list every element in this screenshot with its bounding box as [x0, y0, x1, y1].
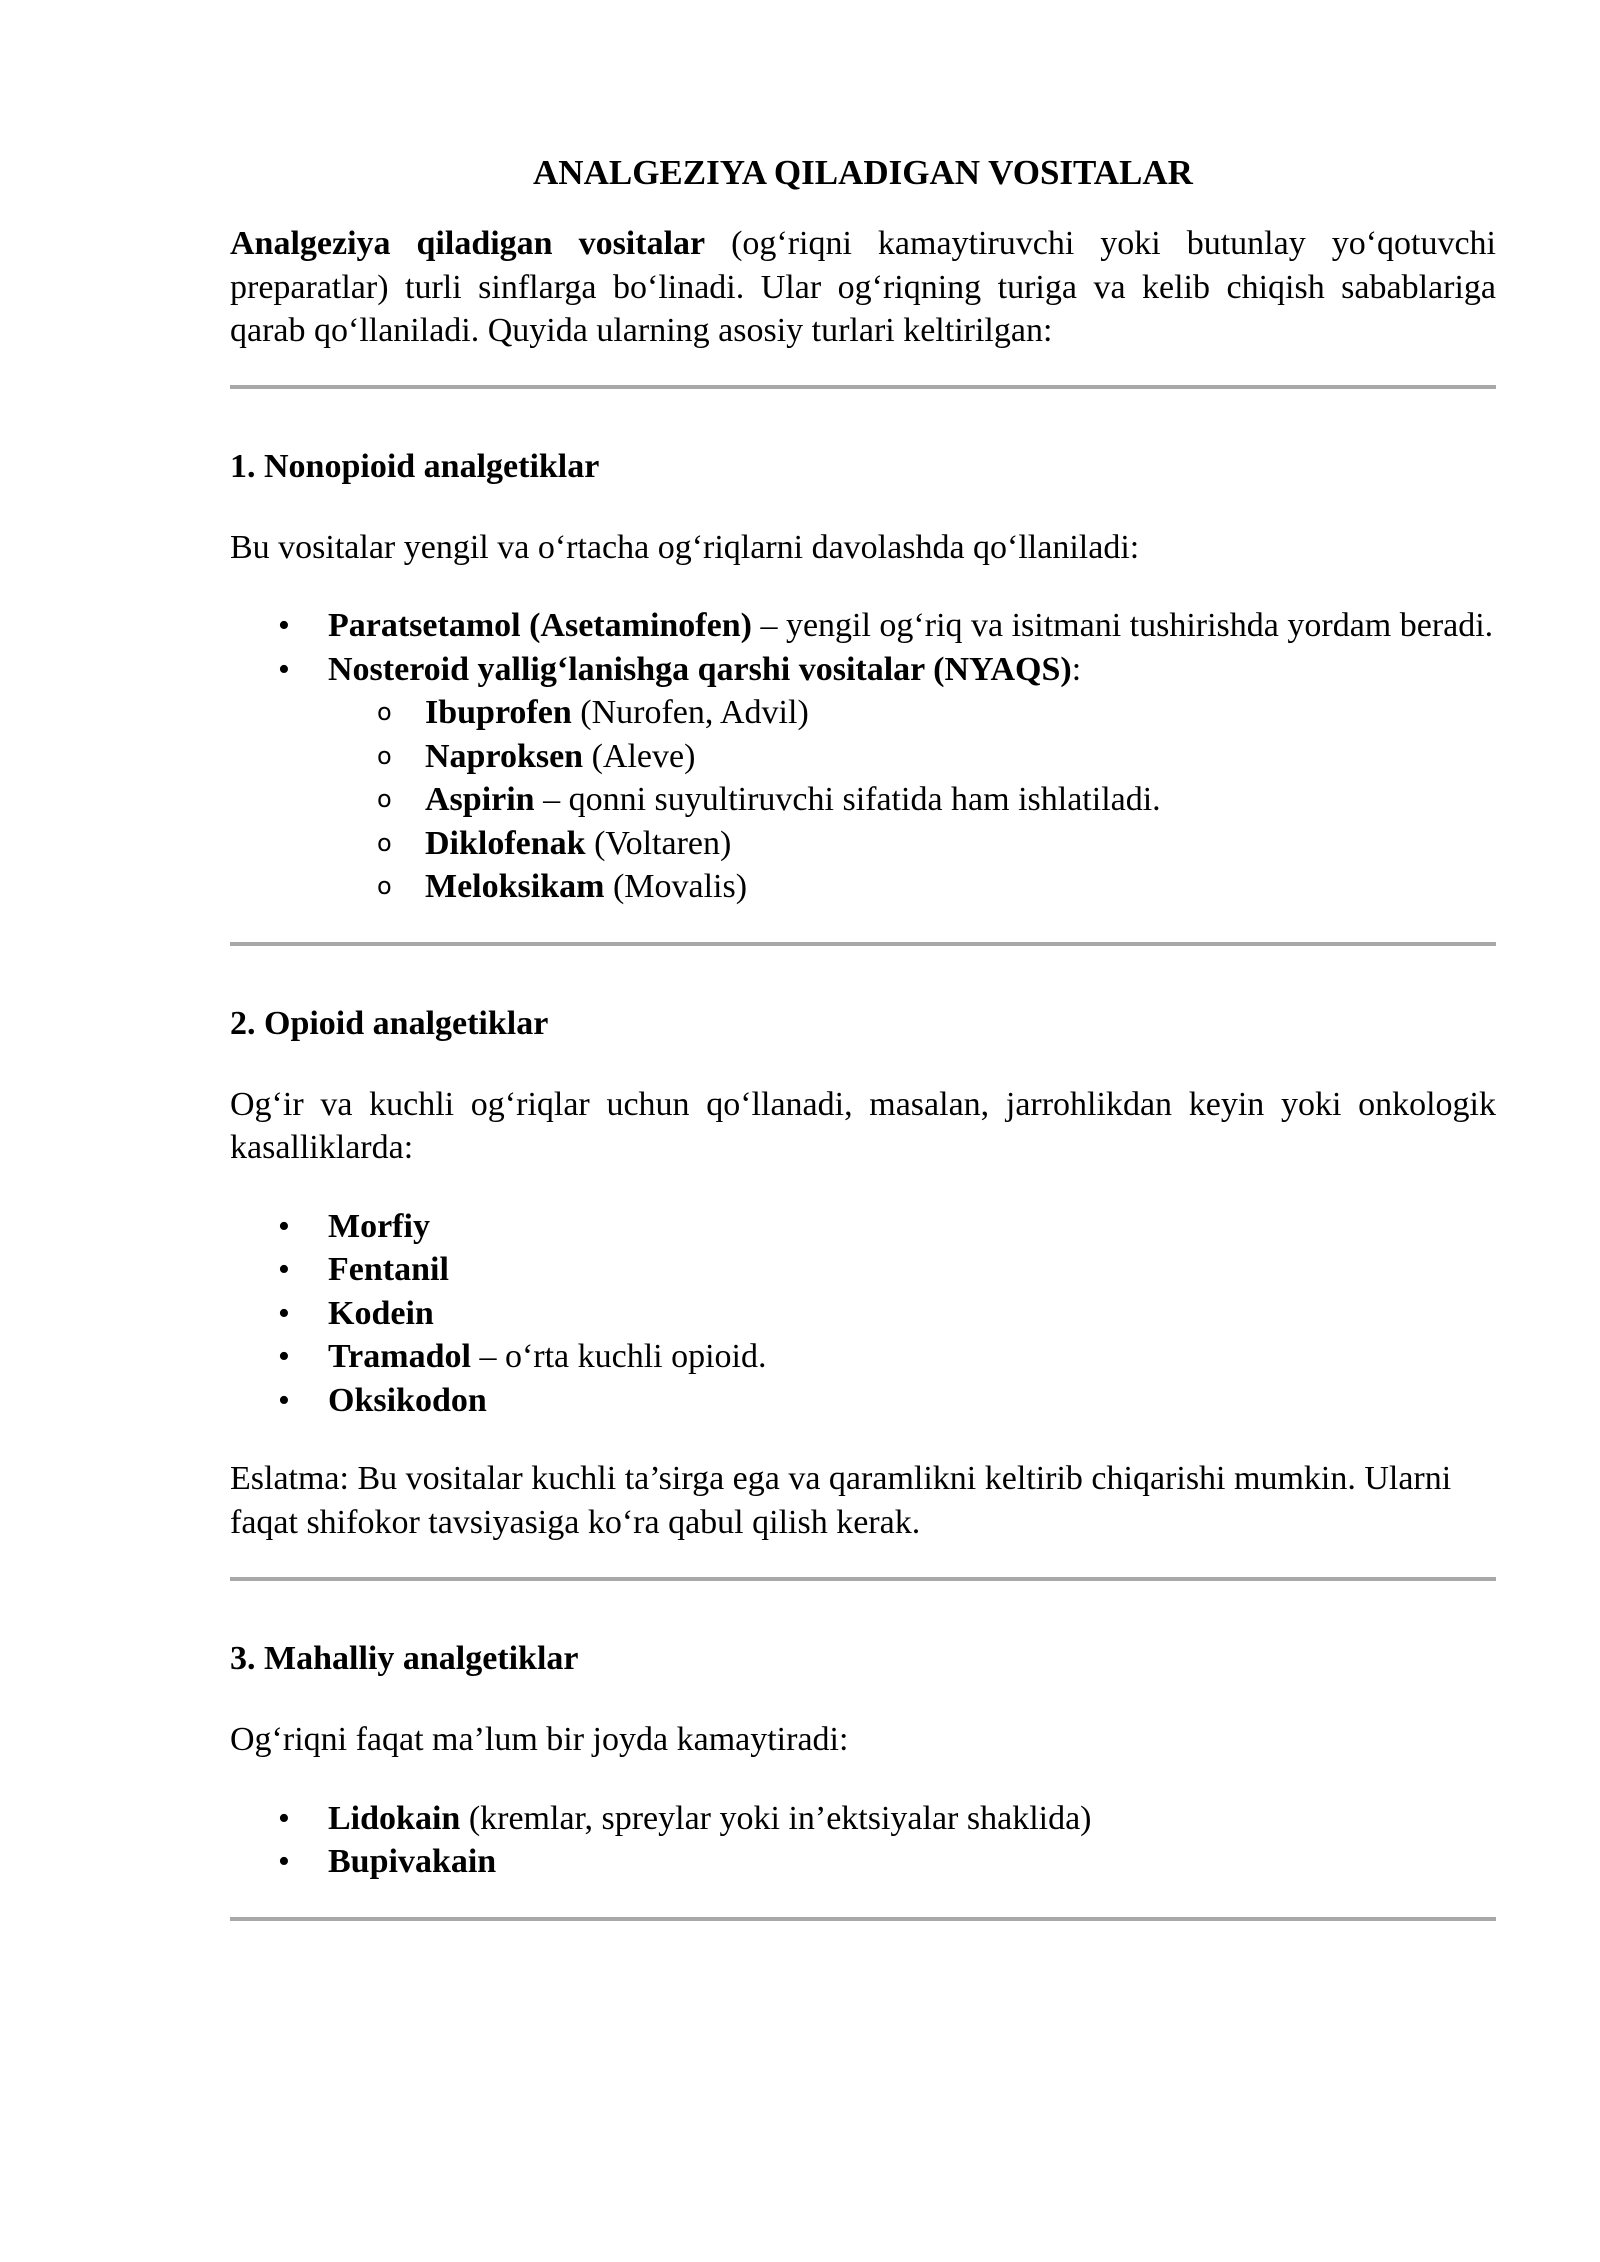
sublist-item: [230, 691, 1520, 735]
document-title: ANALGEZIYA QILADIGAN VOSITALAR: [533, 153, 1193, 192]
item-description: (Voltaren): [585, 824, 732, 862]
item-description: (Aleve): [583, 737, 696, 775]
item-name: Ibuprofen: [425, 694, 572, 731]
item-description: (kremlar, spreylar yoki in’ektsiyalar shaklida): [460, 1799, 1092, 1837]
circle-bullet-icon: o: [377, 872, 392, 900]
document-page: [230, 150, 1496, 1921]
list-item: [230, 1205, 1520, 1249]
nonopioid-list: [230, 604, 1520, 909]
circle-bullet-icon: o: [377, 785, 392, 813]
sublist-item: [230, 735, 1520, 779]
sublist-item: [230, 778, 1520, 822]
sublist-item: [230, 822, 1520, 866]
item-name: Bupivakain: [328, 1843, 497, 1880]
bullet-icon: •: [278, 1251, 290, 1288]
bullet-icon: •: [278, 1338, 290, 1375]
section-lead-nonopioid: Bu vositalar yengil va o‘rtacha og‘riqlarni davolashda qo‘llaniladi:: [230, 528, 1140, 566]
circle-bullet-icon: o: [377, 741, 392, 770]
item-name: Paratsetamol (Asetaminofen): [328, 607, 752, 644]
item-name: Aspirin: [425, 781, 535, 818]
local-list: [230, 1797, 1520, 1884]
circle-bullet-icon: o: [377, 698, 392, 726]
item-name: Diklofenak: [425, 824, 586, 862]
item-name: Morfiy: [328, 1207, 430, 1245]
nsaid-sublist: [328, 691, 1520, 909]
section-heading-local: 3. Mahalliy analgetiklar: [230, 1640, 579, 1677]
item-name: Naproksen: [425, 737, 584, 775]
item-name: Lidokain: [328, 1799, 461, 1837]
item-description: – qonni suyultiruvchi sifatida ham ishlatiladi.: [534, 781, 1161, 818]
item-name: Oksikodon: [328, 1381, 487, 1419]
section-lead-local: Og‘riqni faqat ma’lum bir joyda kamaytiradi:: [230, 1721, 849, 1758]
list-item: [230, 1840, 1520, 1884]
item-description: (Nurofen, Advil): [571, 694, 809, 731]
list-item: [230, 604, 1520, 648]
item-name: Kodein: [328, 1294, 434, 1332]
item-name: Fentanil: [328, 1251, 449, 1288]
bullet-icon: •: [278, 1207, 290, 1245]
item-description: (Movalis): [604, 868, 748, 905]
item-name: Meloksikam: [425, 868, 605, 905]
item-name: Nosteroid yallig‘lanishga qarshi vositalar (NYAQS): [328, 650, 1072, 688]
circle-bullet-icon: o: [377, 828, 392, 857]
bullet-icon: •: [278, 650, 290, 688]
section-heading-opioid: 2. Opioid analgetiklar: [230, 1004, 549, 1042]
bullet-icon: •: [278, 1381, 290, 1419]
bullet-icon: •: [278, 607, 290, 644]
item-description: – yengil og‘riq va isitmani tushirishda yordam beradi.: [751, 607, 1494, 644]
intro-paragraph: [230, 222, 1496, 353]
item-description: :: [1071, 650, 1082, 688]
section-heading-nonopioid: 1. Nonopioid analgetiklar: [230, 447, 600, 485]
bullet-icon: •: [278, 1294, 290, 1332]
opioid-list: [230, 1205, 1520, 1423]
bullet-icon: •: [278, 1843, 290, 1880]
intro-text: (og‘riqni kamaytiruvchi yoki butunlay yo‘qotuvchi preparatlar) turli sinflarga bo‘linadi. Ular og‘riqning turiga va kelib chiqish sabablariga qarab qo‘llaniladi. Quyida ularning asosiy turlari keltirilgan:: [230, 225, 1496, 349]
list-item: [230, 1379, 1520, 1423]
sublist-item: [230, 865, 1520, 909]
list-item: [230, 1292, 1520, 1336]
intro-bold-term: Analgeziya qiladigan vositalar: [230, 225, 706, 262]
list-item: [230, 648, 1520, 909]
bullet-icon: •: [278, 1799, 290, 1837]
opioid-note: Eslatma: Bu vositalar kuchli ta’sirga ega va qaramlikni keltirib chiqarishi mumkin. Ularni faqat shifokor tavsiyasiga ko‘ra qabul qilish kerak.: [230, 1460, 1452, 1541]
list-item: [230, 1797, 1520, 1841]
section-lead-opioid: Og‘ir va kuchli og‘riqlar uchun qo‘llanadi, masalan, jarrohlikdan keyin yoki onkologik kasalliklarda:: [230, 1085, 1496, 1166]
section-divider: [230, 1917, 1496, 1921]
item-name: Tramadol: [328, 1338, 471, 1375]
list-item: [230, 1248, 1520, 1292]
list-item: [230, 1335, 1520, 1379]
item-description: – o‘rta kuchli opioid.: [470, 1338, 767, 1375]
